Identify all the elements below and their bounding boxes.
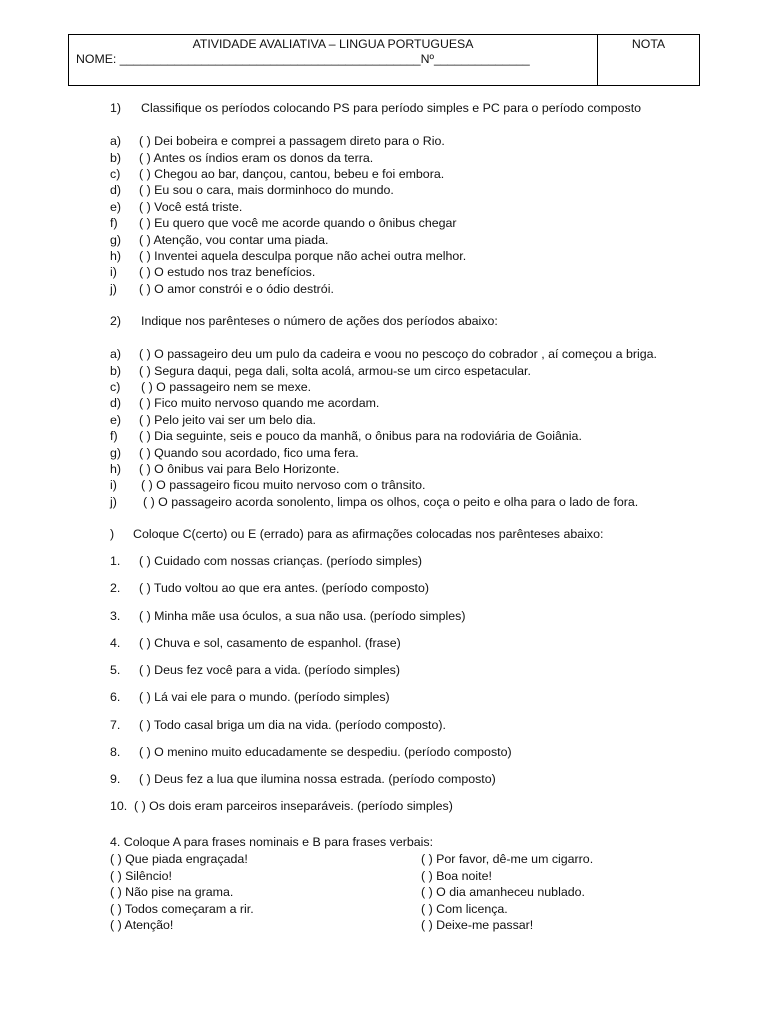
- header-box: [68, 34, 700, 86]
- item-label: 5.: [110, 663, 121, 677]
- item-label: d): [110, 183, 122, 197]
- item-text: ( ) O passageiro nem se mexe.: [141, 380, 312, 394]
- item-text: ( ) O ônibus vai para Belo Horizonte.: [139, 462, 340, 476]
- item-label: 9.: [110, 772, 121, 786]
- item-text: ( ) Eu sou o cara, mais dorminhoco do mundo.: [139, 183, 394, 197]
- item-text: ( ) Atenção, vou contar uma piada.: [139, 232, 329, 247]
- list-item: ( ) Atenção!: [110, 918, 174, 932]
- item-label: d): [110, 396, 122, 410]
- item-text: ( ) O passageiro deu um pulo da cadeira e voou no pescoço do cobrador , aí começou a briga.: [139, 347, 657, 361]
- item-label: a): [110, 347, 122, 361]
- item-label: 6.: [110, 690, 121, 704]
- item-label: e): [110, 199, 122, 214]
- item-text: ( ) Deus fez você para a vida. (período simples): [139, 663, 401, 677]
- item-label: b): [110, 363, 122, 378]
- question-text: Coloque C(certo) ou E (errado) para as afirmações colocadas nos parênteses abaixo:: [133, 527, 604, 541]
- item-label: g): [110, 232, 122, 247]
- item-label: i): [110, 478, 117, 492]
- item-label: h): [110, 249, 122, 263]
- item-text: ( ) Chegou ao bar, dançou, cantou, bebeu e foi embora.: [139, 167, 445, 181]
- item-label: f): [110, 216, 118, 230]
- item-label: 10.: [110, 799, 128, 813]
- item-label: 1.: [110, 554, 121, 568]
- item-label: h): [110, 462, 122, 476]
- item-label: 4.: [110, 635, 121, 650]
- list-item: ( ) Que piada engraçada!: [110, 852, 248, 866]
- item-label: j): [110, 494, 117, 509]
- question-number: ): [110, 527, 115, 541]
- item-text: ( ) Pelo jeito vai ser um belo dia.: [139, 412, 316, 427]
- question-4-heading: 4. Coloque A para frases nominais e B para frases verbais:: [110, 835, 434, 849]
- header-title: ATIVIDADE AVALIATIVA – LINGUA PORTUGUESA: [192, 37, 474, 51]
- item-label: 8.: [110, 744, 121, 759]
- item-text: ( ) Segura daqui, pega dali, solta acolá, armou-se um circo espetacular.: [139, 363, 531, 378]
- item-label: c): [110, 380, 121, 394]
- item-label: a): [110, 134, 122, 148]
- item-label: e): [110, 412, 122, 427]
- item-label: 2.: [110, 581, 121, 595]
- item-text: ( ) Minha mãe usa óculos, a sua não usa. (período simples): [139, 608, 466, 623]
- header-main-cell: [69, 35, 598, 85]
- question-text: Classifique os períodos colocando PS para período simples e PC para o período composto: [141, 101, 642, 115]
- item-text: ( ) Antes os índios eram os donos da terra.: [139, 150, 374, 165]
- item-text: ( ) O amor constrói e o ódio destrói.: [139, 281, 334, 296]
- header-grade-label: NOTA: [631, 37, 666, 51]
- item-text: ( ) O estudo nos traz benefícios.: [139, 265, 316, 279]
- question-number: 1): [110, 101, 122, 115]
- item-text: ( ) Deus fez a lua que ilumina nossa estrada. (período composto): [139, 772, 496, 786]
- list-item: ( ) Deixe-me passar!: [421, 918, 534, 932]
- item-label: b): [110, 150, 122, 165]
- item-text: ( ) Fico muito nervoso quando me acordam.: [139, 396, 380, 410]
- list-item: ( ) Não pise na grama.: [110, 885, 234, 899]
- item-text: ( ) Chuva e sol, casamento de espanhol. (frase): [139, 635, 401, 650]
- item-label: f): [110, 429, 118, 443]
- item-label: 3.: [110, 608, 121, 623]
- header-name-line: NOME: ____________________________________________Nº______________: [76, 52, 530, 66]
- item-text: ( ) Lá vai ele para o mundo. (período simples): [139, 690, 390, 704]
- list-item: ( ) Todos começaram a rir.: [110, 901, 254, 916]
- item-text: ( ) Cuidado com nossas crianças. (período simples): [139, 554, 423, 568]
- item-label: i): [110, 265, 117, 279]
- list-item: ( ) Silêncio!: [110, 868, 172, 883]
- item-label: j): [110, 281, 117, 296]
- item-label: 7.: [110, 717, 121, 732]
- list-item: ( ) Com licença.: [421, 901, 508, 916]
- item-text: ( ) Os dois eram parceiros inseparáveis. (período simples): [134, 799, 453, 813]
- item-text: ( ) O passageiro acorda sonolento, limpa os olhos, coça o peito e olha para o lado de fora.: [143, 494, 639, 509]
- question-number: 2): [110, 314, 122, 328]
- item-text: ( ) Tudo voltou ao que era antes. (período composto): [139, 581, 429, 595]
- item-text: ( ) Você está triste.: [139, 199, 243, 214]
- item-label: g): [110, 445, 122, 460]
- list-item: ( ) Boa noite!: [421, 868, 492, 883]
- item-text: ( ) O menino muito educadamente se despediu. (período composto): [139, 744, 512, 759]
- item-text: ( ) Eu quero que você me acorde quando o ônibus chegar: [139, 216, 457, 230]
- list-item: ( ) Por favor, dê-me um cigarro.: [421, 852, 594, 866]
- item-text: ( ) O passageiro ficou muito nervoso com o trânsito.: [141, 478, 426, 492]
- item-label: c): [110, 167, 121, 181]
- item-text: ( ) Todo casal briga um dia na vida. (período composto).: [139, 717, 446, 732]
- item-text: ( ) Dia seguinte, seis e pouco da manhã, o ônibus para na rodoviária de Goiânia.: [139, 429, 582, 443]
- item-text: ( ) Inventei aquela desculpa porque não achei outra melhor.: [139, 249, 467, 263]
- list-item: ( ) O dia amanheceu nublado.: [421, 885, 585, 899]
- question-text: Indique nos parênteses o número de ações dos períodos abaixo:: [141, 314, 498, 328]
- item-text: ( ) Quando sou acordado, fico uma fera.: [139, 445, 359, 460]
- item-text: ( ) Dei bobeira e comprei a passagem direto para o Rio.: [139, 134, 445, 148]
